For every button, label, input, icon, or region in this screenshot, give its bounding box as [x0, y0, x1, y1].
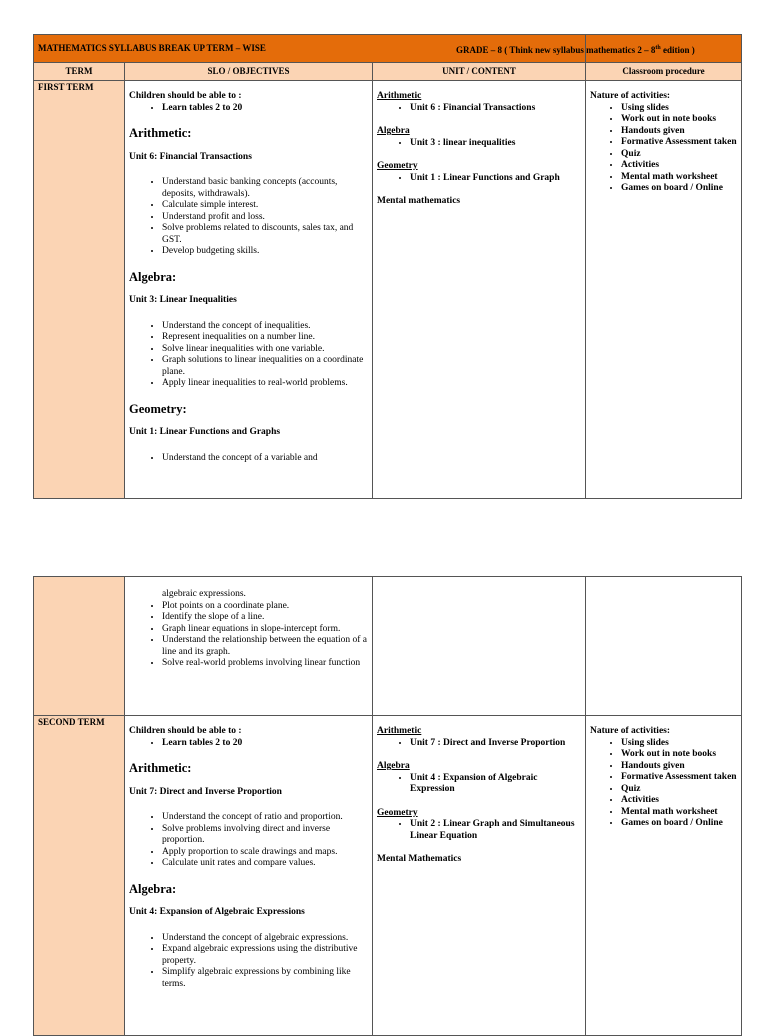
list-item: • Formative Assessment taken [621, 772, 737, 784]
list-item: • Simplify algebraic expressions by combining like terms. [162, 967, 368, 990]
list-item: • Solve problems related to discounts, sales tax, and GST. [162, 223, 368, 246]
content-label: Arithmetic [377, 91, 422, 101]
col-header-unit: UNIT / CONTENT [373, 63, 586, 81]
list-item: • Understand the relationship between the equation of a line and its graph. [162, 635, 368, 658]
list-item: • Develop budgeting skills. [162, 246, 368, 258]
list-item: • Using slides [621, 738, 737, 750]
col-header-procedure: Classroom procedure [586, 63, 742, 81]
intro-text: Children should be able to : [129, 91, 242, 101]
term-label-second: SECOND TERM [34, 716, 125, 1036]
list-item: • Formative Assessment taken [621, 137, 737, 149]
content-label: Geometry [377, 161, 418, 171]
procedure-blank [586, 577, 742, 716]
unit-heading: Unit 1: Linear Functions and Graphs [129, 427, 281, 437]
list-item: • Understand the concept of inequalities. [162, 321, 368, 333]
section-heading: Algebra: [129, 269, 177, 284]
document-title: MATHEMATICS SYLLABUS BREAK UP TERM – WISE [34, 35, 586, 63]
list-item: • Calculate simple interest. [162, 200, 368, 212]
procedure-label: Nature of activities: [590, 726, 671, 736]
list-item: • Plot points on a coordinate plane. [162, 601, 368, 613]
list-item: • Unit 6 : Financial Transactions [410, 103, 581, 115]
syllabus-table-page2 [33, 576, 742, 1036]
list-item: • Unit 3 : linear inequalities [410, 138, 581, 150]
list-item: • Learn tables 2 to 20 [162, 738, 368, 750]
list-item: • Graph linear equations in slope-intercept form. [162, 624, 368, 636]
list-item: • Unit 7 : Direct and Inverse Proportion [410, 738, 581, 750]
syllabus-table-page1 [33, 34, 742, 499]
procedure-list [590, 738, 737, 830]
content-label: Geometry [377, 807, 418, 818]
list-item: • Apply proportion to scale drawings and maps. [162, 847, 368, 859]
list-item: • Expand algebraic expressions using the distributive property. [162, 944, 368, 967]
list-item: • Using slides [621, 103, 737, 115]
grade-cell [456, 35, 742, 63]
col-header-slo: SLO / OBJECTIVES [125, 63, 373, 81]
objectives-first [125, 81, 373, 499]
list-item: • Identify the slope of a line. [162, 612, 368, 624]
content-label: Mental Mathematics [377, 854, 462, 864]
term-label-blank [34, 577, 125, 716]
list-item: • Handouts given [621, 126, 737, 138]
list-item: • Apply linear inequalities to real-world problems. [162, 378, 368, 390]
list-item: • Solve real-world problems involving linear function [162, 658, 368, 670]
list-item: • Calculate unit rates and compare values. [162, 858, 368, 870]
procedure-list [590, 103, 737, 195]
objective-list [129, 177, 368, 258]
unit-content-blank [373, 577, 586, 716]
list-item: • Quiz [621, 784, 737, 796]
unit-heading: Unit 7: Direct and Inverse Proportion [129, 786, 282, 797]
section-heading: Arithmetic: [129, 761, 192, 775]
grade-text: GRADE – 8 ( Think new syllabus mathematics 2 – 8 [456, 45, 656, 55]
content-label: Mental mathematics [377, 196, 461, 206]
objective-list [129, 321, 368, 390]
term-label-first: FIRST TERM [34, 81, 125, 499]
objectives-second [125, 716, 373, 1036]
section-heading: Arithmetic: [129, 126, 192, 140]
procedure-first [586, 81, 742, 499]
list-item: • Unit 2 : Linear Graph and Simultaneous Linear Equation [410, 819, 581, 842]
list-item: • Understand profit and loss. [162, 212, 368, 224]
continued-text: algebraic expressions. [162, 589, 246, 599]
list-item: • Solve linear inequalities with one variable. [162, 344, 368, 356]
grade-superscript: th [655, 45, 661, 51]
unit-heading: Unit 3: Linear Inequalities [129, 295, 237, 305]
list-item: • Understand the concept of algebraic expressions. [162, 933, 368, 945]
list-item: • Learn tables 2 to 20 [162, 103, 368, 115]
list-item: • Handouts given [621, 761, 737, 773]
unit-content-first [373, 81, 586, 499]
unit-content-second [373, 716, 586, 1036]
grade-edition: edition ) [660, 45, 695, 55]
list-item: • Unit 4 : Expansion of Algebraic Expression [410, 773, 581, 796]
section-heading: Algebra: [129, 881, 177, 896]
content-label: Arithmetic [377, 726, 422, 736]
intro-text: Children should be able to : [129, 726, 242, 736]
objectives-continuation [125, 577, 373, 716]
list-item: • Games on board / Online [621, 818, 737, 830]
objective-list [129, 812, 368, 870]
list-item: • Understand the concept of ratio and proportion. [162, 812, 368, 824]
list-item: • Mental math worksheet [621, 807, 737, 819]
unit-heading: Unit 6: Financial Transactions [129, 151, 252, 162]
unit-heading: Unit 4: Expansion of Algebraic Expressions [129, 907, 305, 917]
list-item: • Understand basic banking concepts (accounts, deposits, withdrawals). [162, 177, 368, 200]
list-item: • Mental math worksheet [621, 172, 737, 184]
list-item: • Unit 1 : Linear Functions and Graph [410, 173, 581, 185]
procedure-label: Nature of activities: [590, 91, 671, 101]
section-heading: Geometry: [129, 401, 187, 416]
list-item: • Activities [621, 160, 737, 172]
content-label: Algebra [377, 126, 410, 136]
list-item: • Understand the concept of a variable and [162, 453, 368, 465]
procedure-second [586, 716, 742, 1036]
objective-list [129, 601, 368, 670]
list-item: • Graph solutions to linear inequalities on a coordinate plane. [162, 355, 368, 378]
list-item: • Quiz [621, 149, 737, 161]
list-item: • Work out in note books [621, 749, 737, 761]
col-header-term: TERM [34, 63, 125, 81]
objective-list [129, 933, 368, 991]
list-item: • Games on board / Online [621, 183, 737, 195]
list-item: • Activities [621, 795, 737, 807]
content-label: Algebra [377, 761, 410, 771]
list-item: • Solve problems involving direct and inverse proportion. [162, 824, 368, 847]
list-item: • Work out in note books [621, 114, 737, 126]
list-item: • Represent inequalities on a number line. [162, 332, 368, 344]
